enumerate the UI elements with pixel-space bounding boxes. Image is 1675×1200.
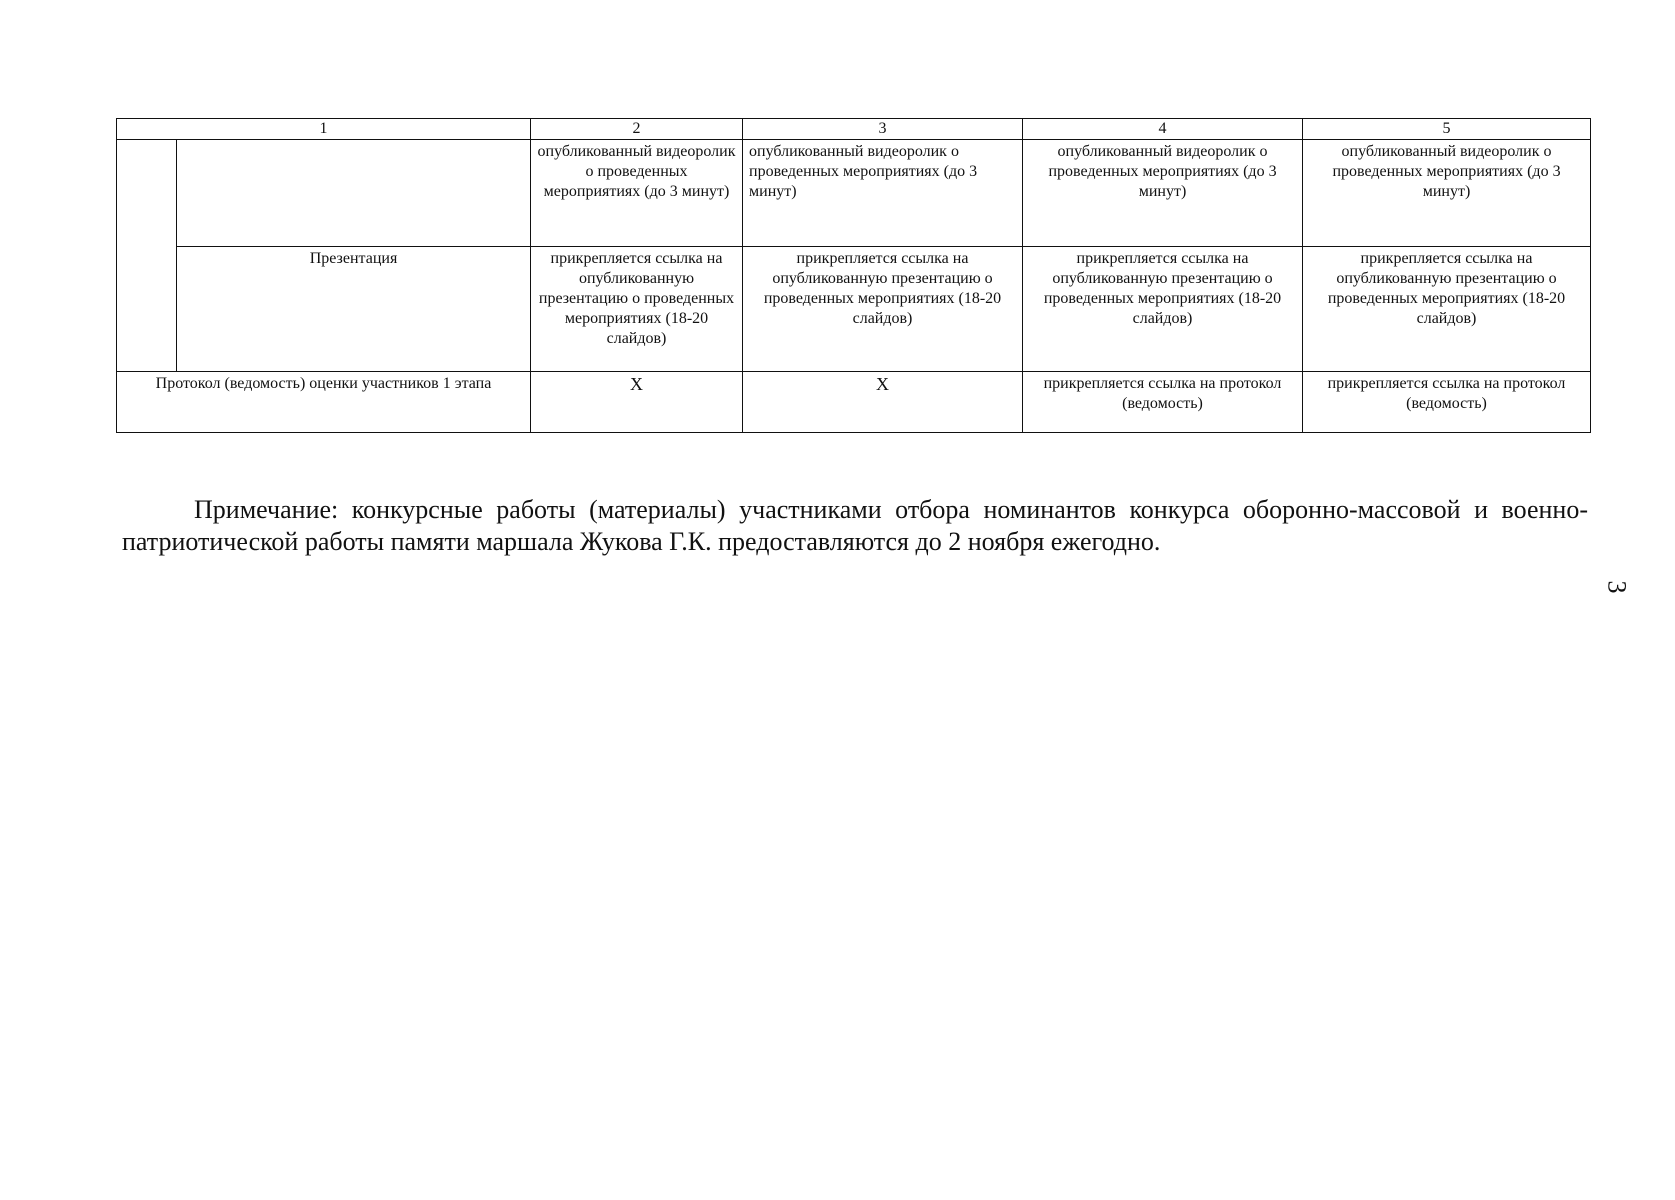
header-cell-4: 4 [1023,119,1303,140]
cell-text: опубликованный видеоролик о проведенных мероприятиях (до 3 минут) [749,143,978,200]
cell-text: прикрепляется ссылка на опубликованную презентацию о проведенных мероприятиях (18-20 слайдов) [538,250,735,347]
presentation-cell-col5 [1303,247,1591,372]
table-header-row [117,119,1591,140]
table-row-video [117,140,1591,247]
video-cell-col3 [743,140,1023,247]
presentation-cell-col2 [531,247,743,372]
cell-text: опубликованный видеоролик о проведенных мероприятиях (до 3 минут) [537,143,736,200]
presentation-cell-col4 [1023,247,1303,372]
header-cell-2: 2 [531,119,743,140]
table-row-presentation [117,247,1591,372]
video-cell-col5 [1303,140,1591,247]
table-row-protocol [117,372,1591,433]
cell-text: прикрепляется ссылка на опубликованную презентацию о проведенных мероприятиях (18-20 слайдов) [1327,250,1566,327]
presentation-cell-col3 [743,247,1023,372]
header-cell-5: 5 [1303,119,1591,140]
header-cell-3: 3 [743,119,1023,140]
cell-text: прикрепляется ссылка на опубликованную презентацию о проведенных мероприятиях (18-20 слайдов) [1043,250,1282,327]
video-cell-col4 [1023,140,1303,247]
merged-blank-cell [117,140,177,372]
protocol-cell-col2: Х [531,372,743,433]
cell-text: опубликованный видеоролик о проведенных мероприятиях (до 3 минут) [1332,143,1561,200]
protocol-cell-col3: Х [743,372,1023,433]
presentation-row-label: Презентация [177,247,531,372]
header-cell-1: 1 [117,119,531,140]
cell-text: прикрепляется ссылка на опубликованную презентацию о проведенных мероприятиях (18-20 слайдов) [763,250,1002,327]
video-row-label [177,140,531,247]
protocol-cell-col5: прикрепляется ссылка на протокол (ведомость) [1303,372,1591,433]
cell-text: опубликованный видеоролик о проведенных мероприятиях (до 3 минут) [1048,143,1277,200]
note-paragraph: Примечание: конкурсные работы (материалы) участниками отбора номинантов конкурса оборонно-массовой и военно-патриотической работы памяти маршала Жукова Г.К. предоставляются до 2 ноября ежегодно. [122,495,1588,556]
protocol-row-label: Протокол (ведомость) оценки участников 1 этапа [117,372,531,433]
page-number: 3 [1602,580,1632,594]
criteria-table [116,118,1591,433]
video-cell-col2 [531,140,743,247]
protocol-cell-col4: прикрепляется ссылка на протокол (ведомость) [1023,372,1303,433]
